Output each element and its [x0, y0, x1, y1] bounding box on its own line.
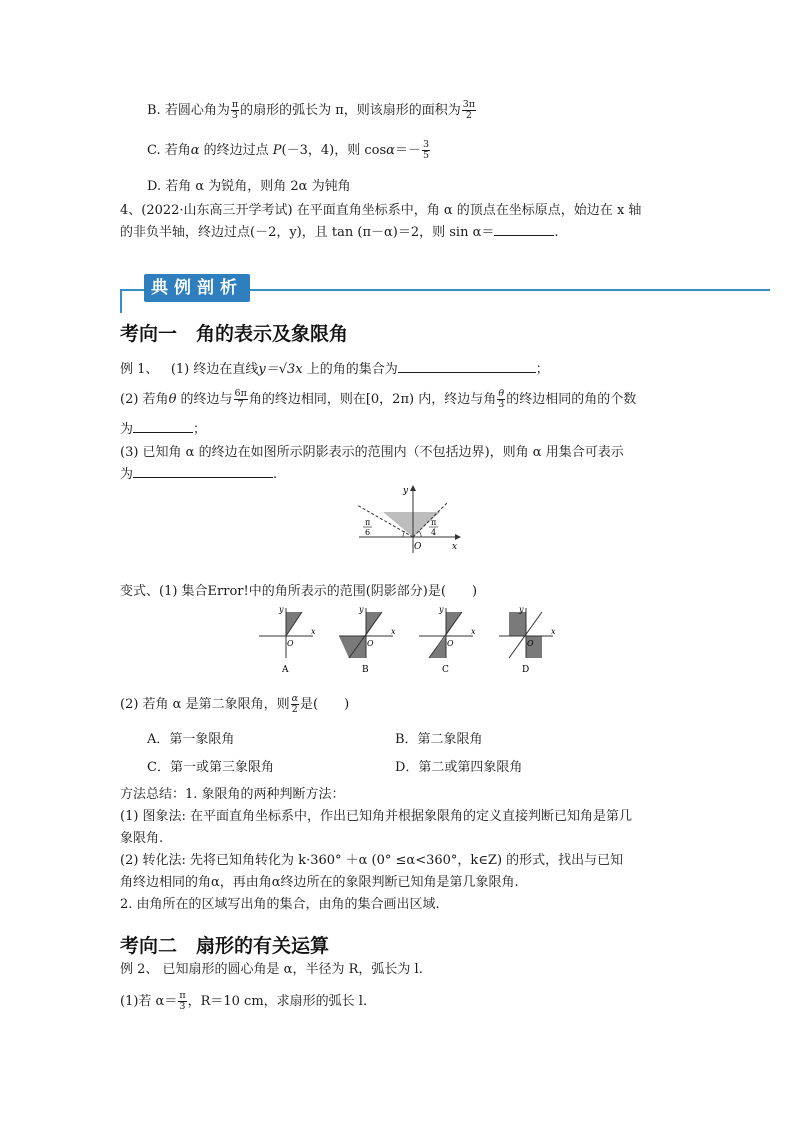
left-angle-num: π — [365, 518, 371, 527]
fraction — [234, 389, 248, 410]
text: (2) 若角 — [120, 392, 169, 407]
option-b — [147, 99, 477, 121]
option-c-figure[interactable] — [419, 605, 476, 675]
numerator: α — [291, 693, 299, 704]
y-label: y — [359, 605, 364, 614]
y-label: y — [403, 486, 409, 496]
x-arrow-icon — [455, 534, 461, 540]
option-label: C — [442, 665, 449, 675]
choice-b[interactable]: B．第二象限角 — [395, 732, 483, 747]
text: ； — [535, 362, 549, 377]
y-label: y — [279, 605, 284, 614]
text: (2) 若角 α 是第二象限角，则 — [120, 697, 290, 712]
text: 角的终边相同，则在[0，2π) 内，终边与角 — [248, 392, 497, 407]
option-c-coords: (－3，4)，则 cos — [281, 143, 387, 158]
denominator: 3 — [231, 110, 238, 121]
section-title: 考向一 角的表示及象限角 — [120, 323, 349, 345]
option-c-mid: 的终边过点 — [199, 143, 273, 158]
y-label: y — [519, 605, 524, 614]
example1-part3-cont — [120, 463, 277, 482]
y-arrow-icon — [410, 485, 416, 491]
method-line: 象限角. — [120, 831, 164, 846]
origin-label: O — [527, 639, 534, 648]
point-label: P — [272, 143, 282, 158]
method-line: 方法总结：1. 象限角的两种判断方法： — [120, 787, 345, 802]
text: 上的角的集合为 — [302, 362, 398, 377]
origin-label: O — [287, 639, 294, 648]
answer-blank[interactable] — [398, 361, 536, 373]
option-a-figure[interactable] — [259, 605, 316, 675]
option-b-mid: 的扇形的弧长为 π，则该扇形的面积为 — [240, 103, 461, 118]
choice-a[interactable]: A．第一象限角 — [147, 732, 235, 747]
denominator: 2 — [465, 110, 472, 121]
choice-d[interactable]: D．第二或第四象限角 — [395, 760, 523, 775]
answer-blank[interactable] — [494, 224, 554, 236]
numerator: π — [231, 99, 239, 110]
banner-label: 典例剖析 — [144, 274, 250, 302]
answer-blank[interactable] — [133, 466, 273, 478]
numerator: 3π — [462, 99, 476, 110]
x-label: x — [391, 627, 396, 636]
angle-region-figure — [355, 483, 465, 555]
banner-left-rule — [120, 289, 122, 313]
text: ，R＝10 cm，求扇形的弧长 l. — [187, 994, 368, 1009]
denominator: 5 — [422, 150, 429, 161]
choice-c[interactable]: C．第一或第三象限角 — [147, 760, 274, 775]
option-c-lead: C. 若角 — [147, 143, 191, 158]
x-label: x — [311, 627, 316, 636]
right-angle-den: 4 — [431, 528, 437, 537]
example2: 例 2、 已知扇形的圆心角是 α，半径为 R，弧长为 l. — [120, 962, 423, 977]
text: (1) 终边在直线 — [170, 362, 259, 377]
text: 为 — [120, 422, 134, 437]
method-line: 角终边相同的角α，再由角α终边所在的象限判断已知角是第几象限角. — [120, 875, 519, 890]
method-line: (2) 转化法: 先将已知角转化为 k·360° ＋α (0° ≤α<360°，k∈Z) 的形式，找出与已知 — [120, 853, 624, 868]
alpha-var: α — [386, 143, 395, 158]
denominator: 2 — [291, 704, 298, 715]
example1-part1 — [120, 358, 549, 377]
answer-blank[interactable] — [133, 421, 193, 433]
left-angle-den: 6 — [365, 528, 371, 537]
numerator: π — [179, 990, 186, 1001]
origin-label: O — [367, 639, 374, 648]
option-label: B — [362, 665, 369, 675]
numerator: 3 — [422, 139, 429, 150]
text: 为 — [120, 467, 134, 482]
period: . — [554, 225, 559, 240]
fraction — [462, 100, 476, 121]
example-label: 例 1、 — [120, 362, 159, 377]
option-b-lead: B. 若圆心角为 — [147, 103, 230, 118]
denominator: 3 — [498, 399, 505, 410]
option-c — [147, 139, 431, 161]
text: . — [273, 467, 278, 482]
theta-var: θ — [168, 392, 177, 407]
q4-line2-text: 的非负半轴，终边过点(－2，y)，且 tan (π－α)＝2，则 sin α＝ — [120, 225, 495, 240]
denominator: 7 — [237, 399, 244, 410]
variant-2 — [120, 693, 349, 715]
q4-line2 — [120, 221, 559, 240]
q4-line1: 4、(2022·山东高三开学考试) 在平面直角坐标系中，角 α 的顶点在坐标原点，始边在 x 轴 — [120, 203, 642, 218]
numerator: 6π — [234, 388, 247, 399]
option-d-figure[interactable] — [499, 605, 556, 675]
variant-1: 变式、(1) 集合Error!中的角所表示的范围(阴影部分)是( ) — [120, 584, 478, 599]
equation: y＝√3x — [258, 362, 303, 377]
text: 是( ) — [300, 697, 350, 712]
example1-part3: (3) 已知角 α 的终边在如图所示阴影表示的范围内（不包括边界)，则角 α 用集合可表示 — [120, 445, 624, 460]
origin-label: O — [447, 639, 454, 648]
origin-label: O — [414, 542, 422, 552]
example2-part1 — [120, 990, 367, 1012]
right-angle-num: π — [431, 518, 437, 527]
option-label: A — [282, 665, 289, 675]
text: 的终边与 — [176, 392, 233, 407]
text: 的终边相同的角的个数 — [506, 392, 637, 407]
option-b-figure[interactable] — [339, 605, 396, 675]
fraction — [178, 991, 186, 1012]
x-label: x — [551, 627, 556, 636]
x-label: x — [452, 542, 458, 552]
example1-part2 — [120, 388, 636, 410]
alpha-var: α — [190, 143, 200, 158]
method-line: 2. 由角所在的区域写出角的集合，由角的集合画出区域. — [120, 897, 440, 912]
method-line: (1) 图象法: 在平面直角坐标系中，作出已知角并根据象限角的定义直接判断已知角是第几 — [120, 809, 633, 824]
option-d: D. 若角 α 为锐角，则角 2α 为钝角 — [147, 179, 351, 194]
fraction — [231, 100, 239, 121]
fraction — [291, 694, 299, 715]
fraction — [497, 389, 505, 410]
option-figures — [255, 602, 565, 676]
fraction — [422, 140, 430, 161]
section-title: 考向二 扇形的有关运算 — [120, 935, 330, 957]
right-angle-arc — [419, 531, 421, 537]
denominator: 3 — [179, 1001, 186, 1012]
shaded-region — [509, 612, 526, 636]
option-label: D — [522, 665, 530, 675]
y-label: y — [439, 605, 444, 614]
numerator: θ — [498, 388, 505, 399]
text: (1)若 α＝ — [120, 994, 178, 1009]
option-c-eq: ＝－ — [394, 143, 421, 158]
example1-part2-cont — [120, 418, 206, 437]
x-label: x — [471, 627, 476, 636]
text: ； — [193, 422, 207, 437]
